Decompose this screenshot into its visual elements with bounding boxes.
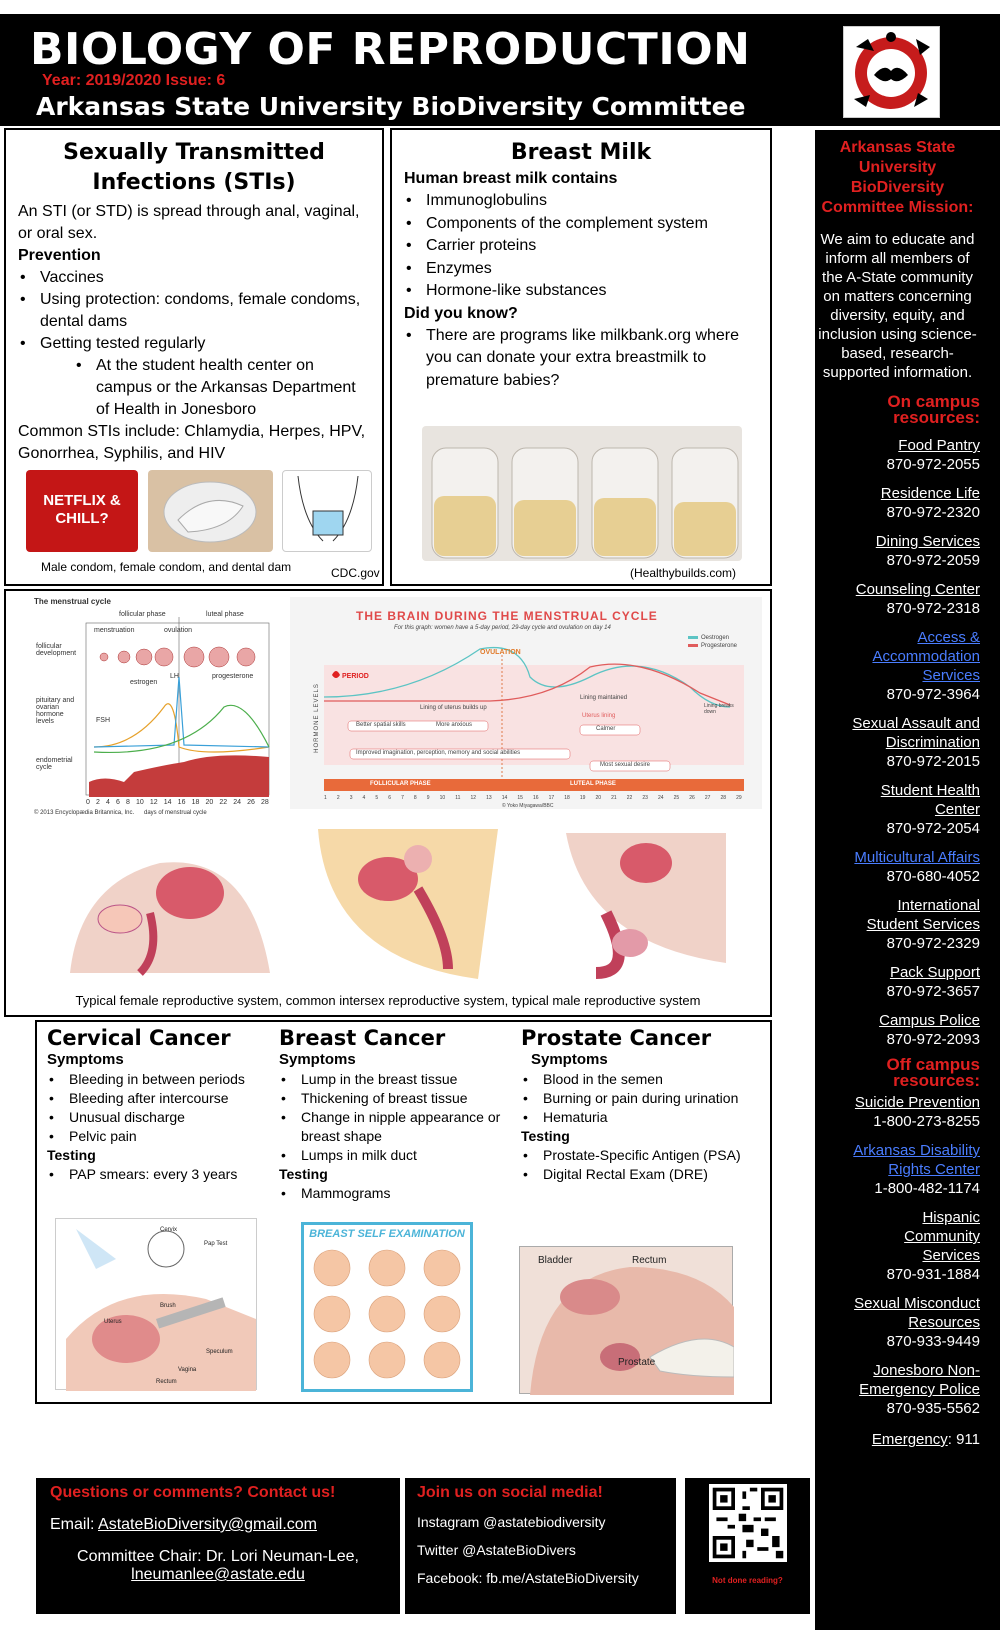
dre-label: Bladder [538,1255,573,1266]
on-campus-heading: On campus resources: [887,392,980,427]
list-item: • Hormone-like substances [404,280,758,303]
cycle-anatomy-section [4,589,772,1017]
legend-label: Oestrogen [701,635,730,641]
row-label: follicular development [36,643,77,657]
dre-exam-image [519,1246,733,1394]
lining-label: Lining maintained [580,695,628,701]
resource-item[interactable] [815,484,980,522]
tick-label: 10 [439,795,446,801]
cancer-section [35,1020,772,1404]
resource-name[interactable]: Access & Accommodation Services [872,629,980,684]
effect-label: Calmer [596,726,616,732]
qr-code[interactable] [709,1484,787,1562]
sti-section [4,128,384,586]
tick-label: 3 [349,795,353,801]
list-item: • At the student health center on campus or the Arkansas Department of Health in Jonesboro [74,355,370,421]
period-label: PERIOD [342,673,369,680]
list-item: • Digital Rectal Exam (DRE) [521,1165,766,1184]
tick-label: 8 [126,799,130,806]
list-item: • Components of the complement system [404,213,758,236]
tick-label: 13 [486,795,492,801]
list-item: • PAP smears: every 3 years [47,1165,272,1184]
prostate-symptoms-heading: Symptoms [531,1051,608,1068]
tick-label: 22 [626,795,633,801]
resource-item[interactable] [815,714,980,771]
x-axis-label: days of menstrual cycle [144,810,207,816]
list-item: • Pelvic pain [47,1127,272,1146]
resource-name[interactable]: Arkansas Disability Rights Center [853,1142,980,1178]
cervical-title: Cervical Cancer [47,1026,231,1050]
hormone-label: progesterone [212,673,254,680]
self-exam-title: BREAST SELF EXAMINATION [309,1228,465,1240]
cervical-testing-list [47,1165,272,1184]
facebook-link[interactable]: Facebook: fb.me/AstateBioDiversity [417,1570,639,1586]
list-item: • Mammograms [279,1184,514,1203]
tick-label: 23 [642,795,648,801]
mission-heading: Arkansas State University BioDiversity Committee Mission: [821,139,974,216]
milk-contains-list [404,190,758,303]
breast-milk-section [390,128,772,586]
cdc-source: CDC.gov [331,566,380,580]
dental-dam-image [282,470,372,552]
tick-label: 16 [177,799,186,806]
resource-name[interactable]: Dining Services [875,533,980,550]
day-ticks [86,799,269,806]
effect-label: Better spatial skills [356,722,406,728]
lining-label: Uterus lining [582,713,616,719]
tick-label: 19 [579,795,586,801]
sti-intro: An STI (or STD) is spread through anal, vaginal, or oral sex. [18,203,360,242]
page-title: BIOLOGY OF REPRODUCTION [30,24,751,75]
resource-phone: 870-972-2055 [886,456,980,473]
pap-label: Uterus [104,1319,122,1325]
pap-label: Rectum [156,1379,177,1385]
list-item: • There are programs like milkbank.org where you can donate your extra breastmilk to premature babies? [404,325,758,393]
resource-item[interactable] [815,896,980,953]
resource-name[interactable]: International Student Services [866,897,980,933]
resource-phone: 870-972-2054 [886,820,980,837]
resource-phone: 911 [956,1431,980,1448]
female-anatomy-image [40,823,280,981]
resource-item[interactable] [815,436,980,474]
tick-label: 18 [191,799,200,806]
resource-phone: 870-935-5562 [886,1400,980,1417]
qr-panel [685,1478,810,1614]
tick-label: 22 [219,799,228,806]
resource-name[interactable]: Counseling Center [855,581,980,598]
effect-label: Improved imagination, perception, memory and social abilities [356,750,521,756]
netflix-text: NETFLIX & CHILL? [43,492,121,527]
condom-caption: Male condom, female condom, and dental dam [41,560,292,574]
list-item: • Lump in the breast tissue [279,1070,514,1089]
mission-text: We aim to educate and inform all members of the A-State community on matters concerning diversity, equity, and inclusion using science-based, research-supported information. [818,231,977,381]
resource-name[interactable]: Sexual Misconduct Resources [854,1295,980,1331]
tick-label: 26 [689,795,695,801]
milk-source: (Healthybuilds.com) [630,566,737,580]
org-name: Arkansas State University BioDiversity Committee [36,92,746,121]
resource-phone: 870-972-2093 [886,1031,980,1048]
phase-bar-label: LUTEAL PHASE [570,781,616,787]
tick-label: 16 [532,795,539,801]
resource-phone: 1-800-482-1174 [874,1180,980,1197]
y-axis-label: HORMONE LEVELS [313,683,320,753]
row-label: pituitary and ovarian hormone levels [36,697,75,725]
event-label: menstruation [94,627,135,634]
list-item: • Blood in the semen [521,1070,766,1089]
tick-label: 24 [657,795,664,801]
brain-day-ticks [324,795,742,801]
list-item: • Thickening of breast tissue [279,1089,514,1108]
resource-item[interactable] [815,532,980,570]
tick-label: 6 [116,799,120,806]
cycle-diagram-title: The menstrual cycle [34,597,111,606]
tick-label: 11 [455,795,461,801]
anatomy-caption: Typical female reproductive system, common intersex reproductive system, typical male reproductive system [75,993,701,1008]
male-condom-image [26,470,138,552]
list-item: • Bleeding after intercourse [47,1089,272,1108]
resource-name[interactable]: Food Pantry [898,437,980,454]
resource-item[interactable] [815,1208,980,1284]
common-stis: Common STIs include: Chlamydia, Herpes, HPV, Gonorrhea, Syphilis, and HIV [18,423,366,462]
tick-label: 25 [673,795,680,801]
tick-label: 2 [96,799,100,806]
resource-phone: 870-972-2059 [886,552,980,569]
prevention-list [18,267,370,355]
resource-item[interactable]: Emergency: 911 [871,1431,980,1448]
tick-label: 20 [595,795,602,801]
breast-testing-heading: Testing [279,1166,328,1182]
prostate-title: Prostate Cancer [521,1026,712,1050]
tick-label: 17 [548,795,555,801]
resource-name[interactable]: Residence Life [880,485,980,502]
breast-cancer-column [279,1026,514,1203]
resource-item[interactable] [815,1093,980,1131]
resource-item[interactable] [815,1361,980,1418]
tick-label: 12 [470,795,477,801]
resource-phone: 870-972-3964 [886,686,980,703]
resource-phone: 870-931-1884 [886,1266,980,1283]
twitter-link[interactable]: Twitter @AstateBioDivers [417,1542,576,1558]
list-item: • Bleeding in between periods [47,1070,272,1089]
tick-label: 4 [362,795,366,801]
dre-label: Rectum [632,1255,667,1266]
resource-item[interactable] [815,580,980,618]
did-you-know-heading: Did you know? [404,304,518,322]
resource-name[interactable]: Pack Support [889,964,980,981]
pap-label: Vagina [178,1367,197,1373]
tick-label: 8 [413,795,417,801]
resource-phone: 870-680-4052 [886,868,980,885]
tick-label: 0 [86,799,90,806]
resource-phone: 870-972-2015 [886,753,980,770]
breast-testing-list [279,1184,514,1203]
tick-label: 7 [401,795,404,801]
tick-label: 12 [149,799,158,806]
email-link[interactable]: AstateBioDiversity@gmail.com [98,1516,317,1533]
hormone-label: FSH [96,717,110,724]
menstrual-cycle-diagram [34,597,294,819]
tick-label: 15 [517,795,523,801]
resource-phone: 870-972-2318 [886,600,980,617]
list-item: • Unusual discharge [47,1108,272,1127]
tick-label: 24 [233,799,242,806]
tick-label: 10 [136,799,144,806]
list-item: • Getting tested regularly [18,333,370,355]
list-item: • Burning or pain during urination [521,1089,766,1108]
header-banner [0,14,1000,126]
resource-name[interactable]: Student Health Center [880,782,980,818]
resource-phone: 1-800-273-8255 [873,1113,980,1130]
resource-item[interactable] [815,781,980,838]
brain-graph-title: THE BRAIN DURING THE MENSTRUAL CYCLE [356,609,658,623]
pap-label: Pap Test [204,1241,228,1247]
list-item: • Change in nipple appearance or breast shape [279,1108,514,1146]
breast-symptoms-list [279,1070,514,1165]
resource-item[interactable] [815,963,980,1001]
list-item: • Using protection: condoms, female condoms, dental dams [18,289,370,333]
resource-phone: 870-933-9449 [886,1333,980,1350]
cervical-cancer-column [47,1026,272,1184]
issue-label: Year: 2019/2020 Issue: 6 [42,72,226,89]
resource-name[interactable]: Jonesboro Non-Emergency Police [859,1362,980,1398]
brain-credit: © Yoko Miyagawa/BBC [502,803,554,809]
effect-label: Most sexual desire [600,762,651,768]
female-condom-image [148,470,273,552]
hormone-label: estrogen [130,679,158,686]
cervical-testing-heading: Testing [47,1147,96,1163]
tick-label: 18 [564,795,570,801]
lining-label: Lining breaks down [704,703,734,715]
resource-item[interactable] [815,1141,980,1198]
list-item: • Vaccines [18,267,370,289]
tick-label: 20 [205,799,214,806]
qr-caption: Not done reading? [712,1576,783,1585]
breast-self-exam-image [301,1222,473,1392]
prostate-testing-list [521,1146,766,1184]
breast-title: Breast Cancer [279,1026,446,1050]
email-line [50,1516,386,1534]
milk-contains-heading: Human breast milk contains [404,170,618,187]
contact-panel [36,1478,400,1614]
intersex-anatomy-image [298,819,508,983]
list-item: • Lumps in milk duct [279,1146,514,1165]
breast-milk-bottles-image [422,426,742,561]
hormone-label: LH [170,673,179,680]
pap-label: Speculum [206,1349,233,1355]
milk-title: Breast Milk [510,140,652,165]
tick-label: 5 [375,795,379,801]
tick-label: 29 [736,795,742,801]
did-you-know-list [404,325,758,393]
tick-label: 4 [106,799,110,806]
resource-phone: 870-972-3657 [886,983,980,1000]
list-item: • Hematuria [521,1108,766,1127]
pap-label: Brush [160,1303,176,1309]
tick-label: 14 [501,795,508,801]
list-item: • Prostate-Specific Antigen (PSA) [521,1146,766,1165]
instagram-link[interactable]: Instagram @astatebiodiversity [417,1514,606,1530]
tick-label: 6 [388,795,391,801]
lining-label: Lining of uterus builds up [420,705,487,711]
pap-label: Cervix [160,1227,178,1233]
breast-symptoms-heading: Symptoms [279,1051,356,1068]
testing-location-list [18,355,370,421]
chair-line: Committee Chair: Dr. Lori Neuman-Lee, [77,1548,359,1565]
resource-item[interactable] [815,1294,980,1351]
row-label: endometrial cycle [36,757,73,771]
male-anatomy-image [526,823,746,979]
prevention-heading: Prevention [18,247,101,264]
tick-label: 2 [336,795,340,801]
phase-label: luteal phase [206,611,244,618]
list-item: • Enzymes [404,258,758,281]
resource-phone: 870-972-2320 [886,504,980,521]
social-panel [405,1478,676,1614]
resource-name[interactable]: Sexual Assault and Discrimination [852,715,980,751]
resource-name[interactable]: Campus Police [879,1012,980,1029]
copyright: © 2013 Encyclopædia Britannica, Inc. [34,810,135,816]
list-item: • Immunoglobulins [404,190,758,213]
prostate-testing-heading: Testing [521,1128,570,1144]
sti-title: Sexually Transmitted Infections (STIs) [63,140,325,195]
resource-phone: 870-972-2329 [886,935,980,952]
contact-heading: Questions or comments? Contact us! [50,1484,336,1501]
cervical-symptoms-heading: Symptoms [47,1051,124,1068]
resource-name[interactable]: Hispanic Community Services [904,1209,980,1264]
tick-label: 28 [720,795,727,801]
off-campus-heading: Off campus resources: [886,1055,980,1090]
committee-logo [843,26,940,118]
list-item: • Carrier proteins [404,235,758,258]
resource-item[interactable] [815,848,980,886]
effect-label: More anxious [436,722,473,728]
event-label: ovulation [164,627,193,634]
pap-test-image [55,1218,257,1390]
phase-label: follicular phase [119,611,166,618]
legend-label: Progesterone [701,643,738,649]
tick-label: 26 [247,799,255,806]
brain-cycle-graph [290,597,762,809]
resource-item[interactable] [815,628,980,704]
resource-name[interactable]: Suicide Prevention [854,1094,980,1111]
cervical-symptoms-list [47,1070,272,1146]
tick-label: 28 [261,799,269,806]
ovulation-label: OVULATION [480,649,521,656]
brain-graph-subtitle: For this graph: women have a 5-day period, 29-day cycle and ovulation on day 14 [394,625,611,631]
resource-name[interactable]: Multicultural Affairs [854,849,980,866]
email-label: Email: [50,1516,99,1533]
prostate-symptoms-list [521,1070,766,1127]
tick-label: 27 [704,795,711,801]
tick-label: 1 [324,795,327,801]
resource-name[interactable]: Emergency [871,1431,948,1448]
tick-label: 21 [611,795,617,801]
social-heading: Join us on social media! [417,1484,603,1501]
chair-email-link[interactable]: lneumanlee@astate.edu [131,1566,305,1583]
sidebar-resources [815,130,1000,1630]
dre-label: Prostate [618,1357,656,1368]
tick-label: 14 [163,799,172,806]
resource-item[interactable] [815,1011,980,1049]
prostate-cancer-column [521,1026,766,1184]
phase-bar-label: FOLLICULAR PHASE [370,781,431,787]
tick-label: 9 [426,795,430,801]
